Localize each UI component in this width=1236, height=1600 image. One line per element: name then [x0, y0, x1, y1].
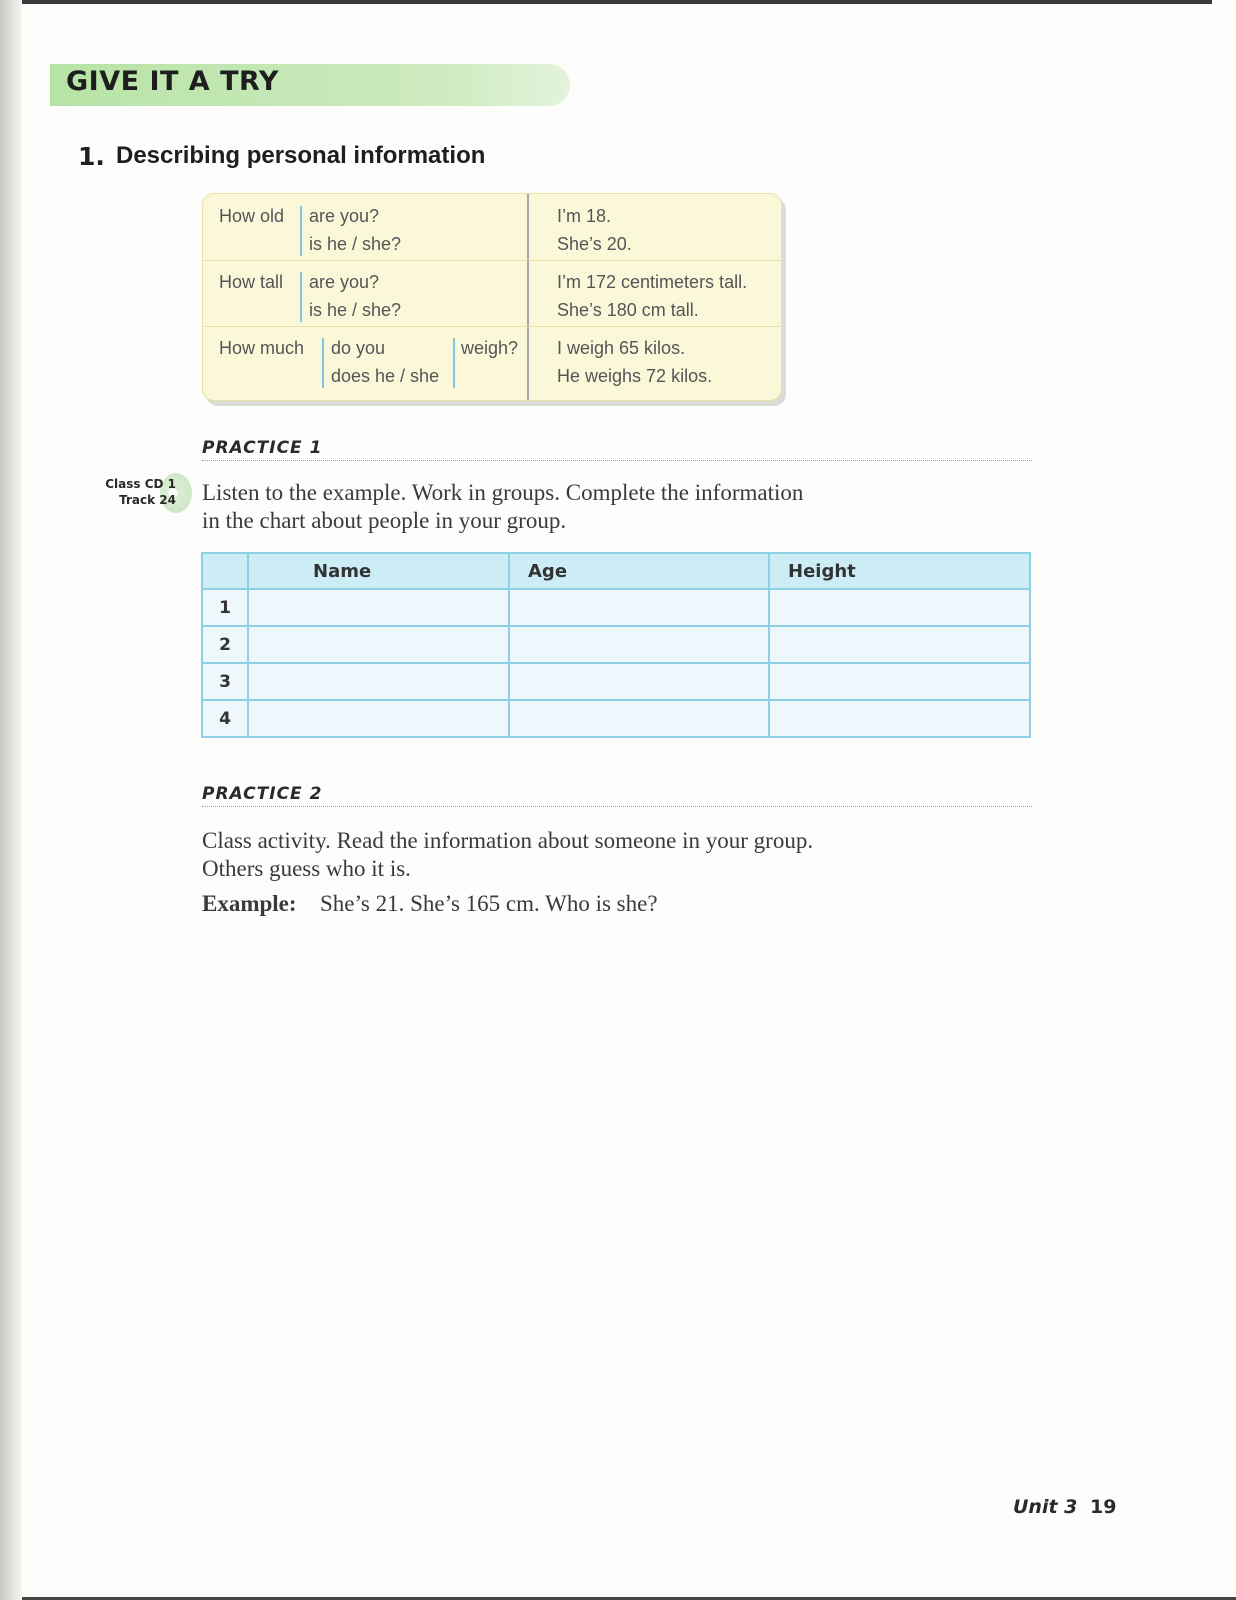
table-row [202, 626, 1030, 663]
grammar-answer: She’s 20. [557, 234, 632, 254]
grammar-option: are you? [309, 272, 380, 292]
grammar-verb: weigh? [461, 338, 519, 358]
table-row [202, 589, 1030, 626]
grammar-question: How old [219, 206, 285, 226]
grammar-option: does he / she [331, 366, 440, 386]
grammar-row-divider [203, 260, 781, 261]
chart-header-row [202, 553, 1030, 589]
example-label: Example: [202, 891, 297, 916]
grammar-answer: He weighs 72 kilos. [557, 366, 713, 386]
age-cell[interactable] [509, 663, 769, 700]
row-number: 3 [202, 663, 248, 700]
grammar-box [202, 193, 782, 401]
chart-corner-cell [202, 553, 248, 589]
grammar-question: How tall [219, 272, 284, 292]
grammar-answer: She’s 180 cm tall. [557, 300, 699, 320]
grammar-option: is he / she? [309, 234, 402, 254]
practice-1-instruction: in the chart about people in your group. [202, 508, 567, 533]
name-cell[interactable] [248, 663, 509, 700]
grammar-answer: I weigh 65 kilos. [557, 338, 686, 358]
grammar-divider [527, 194, 529, 400]
name-cell[interactable] [248, 700, 509, 737]
grammar-answer: I’m 18. [557, 206, 612, 226]
height-cell[interactable] [769, 700, 1030, 737]
banner-title: GIVE IT A TRY [66, 66, 279, 97]
grammar-bar [300, 272, 302, 322]
row-number: 4 [202, 700, 248, 737]
height-cell[interactable] [769, 626, 1030, 663]
practice-1-instruction: Listen to the example. Work in groups. Complete the information [202, 480, 804, 505]
section-title: Describing personal information [116, 142, 486, 169]
grammar-bar [453, 338, 455, 388]
column-header-name: Name [248, 553, 509, 589]
practice-1-heading: PRACTICE 1 [202, 438, 323, 458]
grammar-answer: I’m 172 centimeters tall. [557, 272, 748, 292]
height-cell[interactable] [769, 589, 1030, 626]
height-cell[interactable] [769, 663, 1030, 700]
grammar-row-divider [203, 326, 781, 327]
row-number: 1 [202, 589, 248, 626]
footer-unit: Unit 3 [1013, 1496, 1078, 1518]
column-header-height: Height [769, 553, 1030, 589]
grammar-bar [322, 338, 324, 388]
practice-2-instruction: Others guess who it is. [202, 856, 411, 881]
practice-1-rule [202, 460, 1032, 462]
column-header-age: Age [509, 553, 769, 589]
row-number: 2 [202, 626, 248, 663]
grammar-option: are you? [309, 206, 380, 226]
table-row [202, 700, 1030, 737]
grammar-bar [300, 206, 302, 256]
practice-2-heading: PRACTICE 2 [202, 784, 323, 804]
practice-chart [201, 552, 1031, 738]
grammar-option: is he / she? [309, 300, 402, 320]
example-text: She’s 21. She’s 165 cm. Who is she? [320, 891, 658, 916]
age-cell[interactable] [509, 626, 769, 663]
top-rule [22, 0, 1212, 4]
practice-2-instruction: Class activity. Read the information about someone in your group. [202, 828, 814, 853]
practice-2-rule [202, 806, 1032, 808]
name-cell[interactable] [248, 626, 509, 663]
grammar-option: do you [331, 338, 386, 358]
age-cell[interactable] [509, 589, 769, 626]
table-row [202, 663, 1030, 700]
grammar-question: How much [219, 338, 305, 358]
name-cell[interactable] [248, 589, 509, 626]
section-number: 1. [78, 142, 105, 171]
cd-track-label [100, 476, 176, 508]
page-number: 19 [1090, 1496, 1117, 1518]
cd-label: Class CD 1 [105, 477, 176, 491]
track-label: Track 24 [119, 493, 176, 507]
age-cell[interactable] [509, 700, 769, 737]
page-spine [0, 0, 22, 1600]
